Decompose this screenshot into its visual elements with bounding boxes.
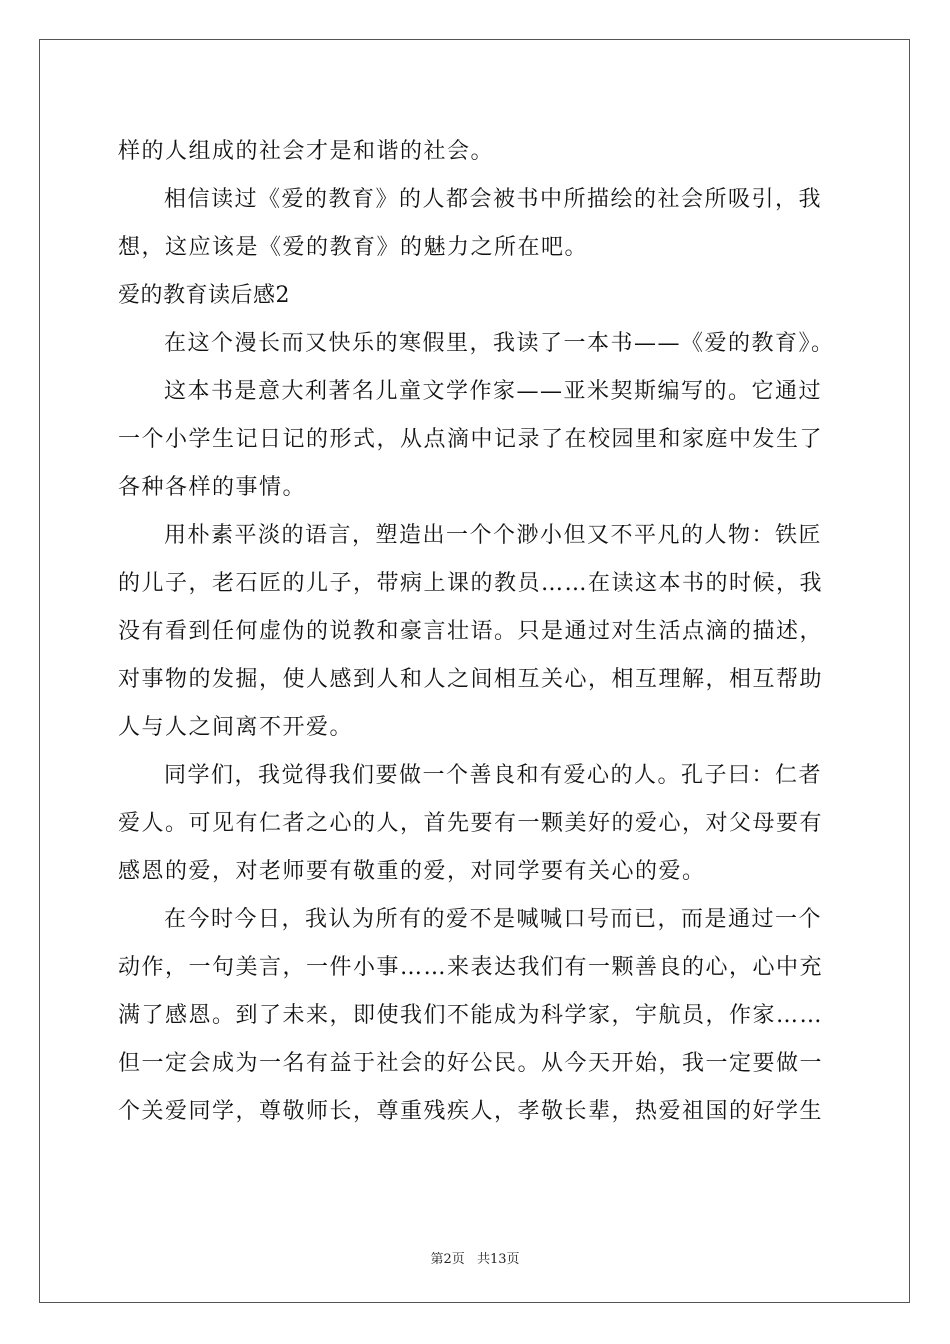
text-line: 爱人。可见有仁者之心的人，首先要有一颗美好的爱心，对父母要有	[118, 811, 824, 836]
section-heading: 爱的教育读后感2	[118, 283, 290, 308]
text-line: 感恩的爱，对老师要有敬重的爱，对同学要有关心的爱。	[118, 859, 706, 884]
text-line: 想，这应该是《爱的教育》的魅力之所在吧。	[118, 235, 589, 260]
text-line: 用朴素平淡的语言，塑造出一个个渺小但又不平凡的人物：铁匠	[164, 523, 823, 548]
text-line: 但一定会成为一名有益于社会的好公民。从今天开始，我一定要做一	[118, 1051, 824, 1076]
document-body	[118, 128, 838, 1136]
text-line: 没有看到任何虚伪的说教和豪言壮语。只是通过对生活点滴的描述，	[118, 619, 824, 644]
text-line: 人与人之间离不开爱。	[118, 715, 354, 740]
text-line: 一个小学生记日记的形式，从点滴中记录了在校园里和家庭中发生了	[118, 427, 824, 452]
total-pages-label: 共13页	[476, 1252, 520, 1267]
text-line: 这本书是意大利著名儿童文学作家——亚米契斯编写的。它通过	[164, 379, 823, 404]
text-line: 同学们，我觉得我们要做一个善良和有爱心的人。孔子曰：仁者	[164, 763, 823, 788]
text-line: 对事物的发掘，使人感到人和人之间相互关心，相互理解，相互帮助	[118, 667, 824, 692]
text-line: 各种各样的事情。	[118, 475, 307, 500]
text-line: 相信读过《爱的教育》的人都会被书中所描绘的社会所吸引，我	[164, 187, 823, 212]
text-line: 在今时今日，我认为所有的爱不是喊喊口号而已，而是通过一个	[164, 907, 823, 932]
text-line: 个关爱同学，尊敬师长，尊重残疾人，孝敬长辈，热爱祖国的好学生	[118, 1099, 824, 1124]
text-line: 的儿子，老石匠的儿子，带病上课的教员……在读这本书的时候，我	[118, 571, 824, 596]
text-line: 在这个漫长而又快乐的寒假里，我读了一本书——《爱的教育》。	[164, 331, 835, 356]
text-line: 动作，一句美言，一件小事……来表达我们有一颗善良的心，心中充	[118, 955, 824, 980]
page-footer	[0, 1248, 950, 1267]
text-line: 满了感恩。到了未来，即使我们不能成为科学家，宇航员，作家……	[118, 1003, 824, 1028]
text-line: 样的人组成的社会才是和谐的社会。	[118, 139, 495, 164]
current-page-label: 第2页	[430, 1252, 465, 1267]
